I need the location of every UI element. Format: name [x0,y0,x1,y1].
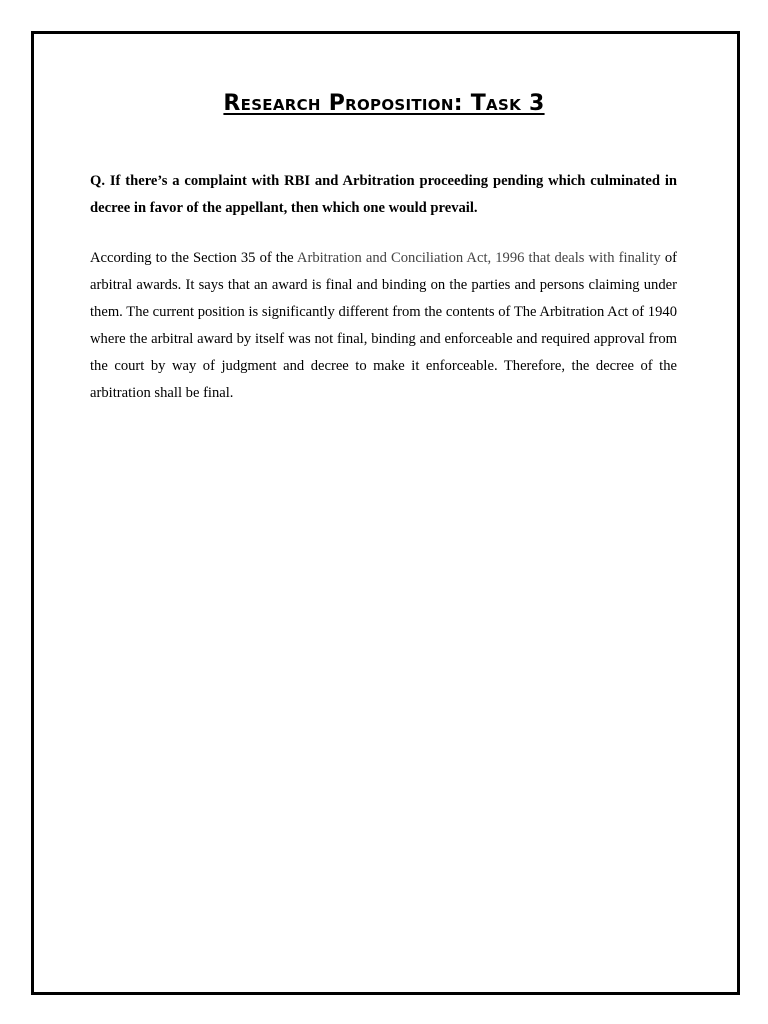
answer-text-act-reference: Arbitration and Conciliation Act, 1996 that deals with finality [296,250,661,266]
answer-text-part-3: of arbitral awards. It says that an award is final and binding on the parties and persons claiming under them. The current position is significantly different from the contents of The Arbitration Act of 1940 where the arbitral award by itself was not final, binding and enforceable and required approval from the court by way of judgment and decree to make it enforceable. Therefore, the decree of the arbitration shall be final. [90,250,677,401]
question-paragraph: Q. If there’s a complaint with RBI and Arbitration proceeding pending which culminated in decree in favor of the appellant, then which one would prevail. [90,173,677,216]
answer-paragraph [90,245,677,407]
answer-text-part-1: According to the Section 35 of the [90,250,297,266]
page-title: Research Proposition: Task 3 [223,91,545,116]
